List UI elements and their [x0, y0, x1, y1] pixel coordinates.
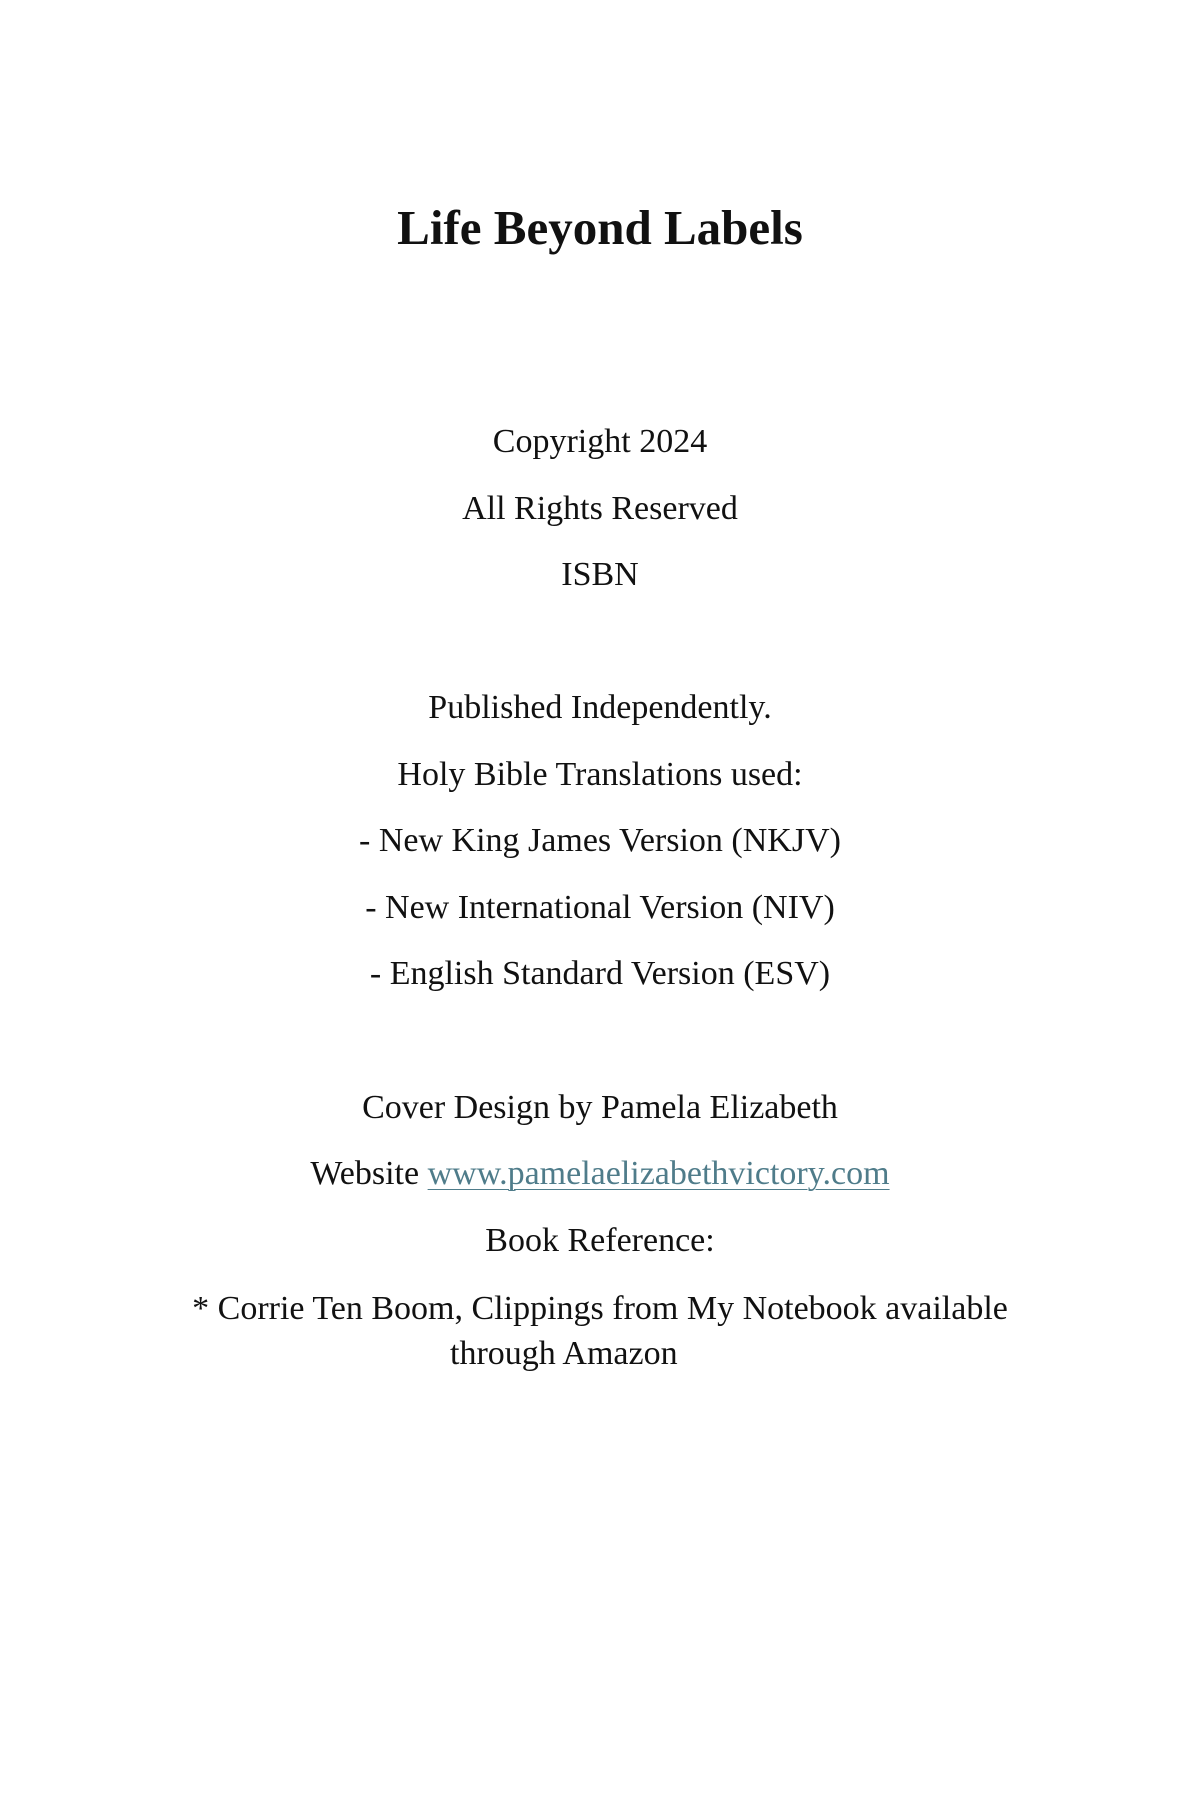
book-reference-heading: Book Reference: [485, 1222, 715, 1259]
rights-reserved: All Rights Reserved [462, 490, 738, 527]
translation-item-niv: - New International Version (NIV) [365, 889, 835, 926]
published-independently: Published Independently. [428, 689, 772, 726]
website-line [0, 1154, 1200, 1194]
translation-item-esv: - English Standard Version (ESV) [369, 955, 831, 992]
book-title: Life Beyond Labels [397, 200, 803, 255]
cover-design-credit: Cover Design by Pamela Elizabeth [362, 1089, 838, 1126]
book-reference-line-2: through Amazon [450, 1335, 678, 1372]
translation-item-nkjv: - New King James Version (NKJV) [359, 822, 841, 859]
copyright-line: Copyright 2024 [492, 423, 708, 460]
isbn-label: ISBN [561, 556, 639, 593]
website-label: Website [310, 1155, 428, 1192]
website-link[interactable]: www.pamelaelizabethvictory.com [427, 1155, 890, 1192]
book-reference-line-1: * Corrie Ten Boom, Clippings from My Notebook available [192, 1290, 1008, 1327]
translations-heading: Holy Bible Translations used: [397, 756, 803, 793]
